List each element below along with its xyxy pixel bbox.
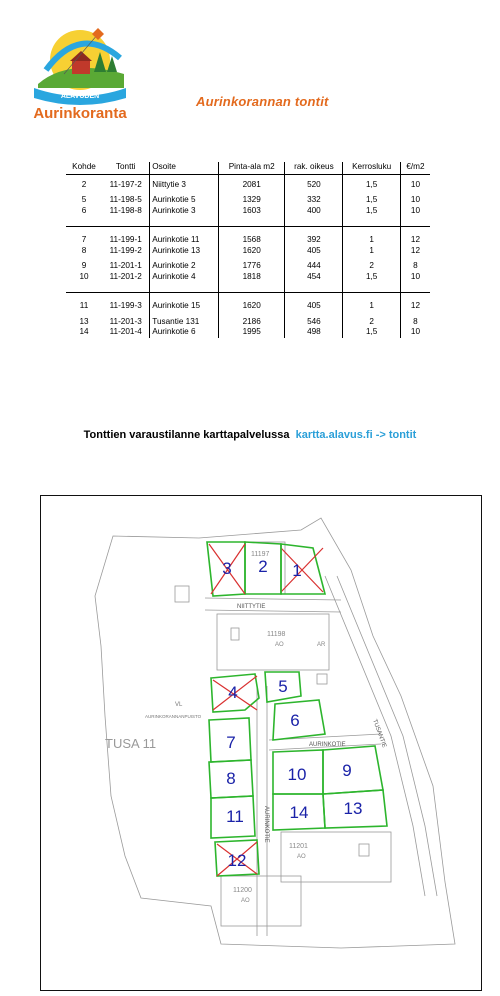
block-11197-label: 11197 [251,551,270,558]
cell-osoite: Aurinkotie 2 [150,261,219,272]
cell-pinta-ala: 1995 [219,327,285,338]
cell-pinta-ala: 1603 [219,206,285,217]
cell-hinta: 10 [400,195,430,206]
cell-osoite: Aurinkotie 3 [150,206,219,217]
cell-tontti: 11-199-2 [109,245,142,255]
plot-number-label: 1 [292,561,302,580]
cell-kerrosluku: 2 [343,317,400,328]
cell-tontti: 11-199-3 [109,301,142,310]
table-row [66,235,430,246]
cell-tontti: 11-198-5 [109,195,142,204]
table-row [66,206,430,217]
reservation-text: Tonttien varaustilanne karttapalvelussa [83,429,290,441]
cell-kohde: 8 [81,245,87,255]
plot-map [40,495,482,991]
plot-4[interactable] [211,674,259,712]
niittytie-road [205,598,341,612]
table-row [66,317,430,328]
cell-rak-oikeus: 546 [285,317,343,328]
plot-14[interactable] [273,794,325,830]
cell-kerrosluku: 1 [343,235,400,246]
tusa-label: TUSA 11 [105,736,157,751]
cell-kerrosluku: 1 [343,301,400,312]
block-11201-ao-label: AO [297,854,306,860]
cell-osoite: Aurinkotie 5 [150,195,219,206]
area-boundary [95,518,455,948]
tusantie-label: TUSANTIE [371,718,387,749]
cell-kerrosluku: 1,5 [343,327,400,338]
park-name-label: AURINKORANNANPUISTO [145,714,202,719]
cell-kerrosluku: 1 [343,246,400,257]
table-row [66,261,430,272]
cell-kohde: 14 [79,327,89,336]
cell-kerrosluku: 1,5 [343,272,400,283]
plot-13[interactable] [323,790,387,828]
cell-osoite: Aurinkotie 11 [150,235,219,246]
cell-pinta-ala: 1620 [219,301,285,312]
cell-osoite: Aurinkotie 6 [150,327,219,338]
cell-kohde: 5 [81,195,87,204]
cell-osoite: Aurinkotie 13 [150,246,219,257]
cell-tontti: 11-201-4 [109,327,142,336]
cell-osoite: Tusantie 131 [150,317,219,328]
cell-pinta-ala: 1329 [219,195,285,206]
table-row [66,195,430,206]
plot-8[interactable] [209,760,253,798]
plots-table [66,162,430,338]
column-header-kerrosluku: Kerrosluku [343,162,400,174]
cell-rak-oikeus: 400 [285,206,343,217]
table-row [66,301,430,312]
cell-tontti: 11-201-2 [109,271,142,281]
block-11198-label: 11198 [267,631,286,638]
cell-tontti: 11-201-1 [109,261,142,270]
cell-pinta-ala: 1568 [219,235,285,246]
plot-number-label: 11 [226,807,244,826]
cell-hinta: 8 [400,261,430,272]
plot-7[interactable] [209,718,251,762]
column-header-rak-oikeus: rak. oikeus [285,162,343,174]
cell-kohde: 6 [81,205,87,215]
cell-hinta: 10 [400,206,430,217]
cell-pinta-ala: 1776 [219,261,285,272]
aurinkotie-label: AURINKOTIE [309,742,346,748]
logo-bottom-text: Aurinkoranta [33,105,127,122]
plot-number-label: 10 [287,765,307,784]
table-row [66,272,430,283]
cell-pinta-ala: 1620 [219,246,285,257]
cell-hinta: 10 [400,327,430,338]
plot-number-label: 3 [222,559,232,578]
plot-number-label: 8 [226,769,236,788]
cell-kerrosluku: 1,5 [343,195,400,206]
cell-hinta: 8 [400,317,430,328]
cell-kohde: 11 [79,301,89,310]
plot-number-label: 5 [278,677,288,696]
plot-1[interactable] [281,544,325,594]
plot-11[interactable] [211,796,255,838]
cell-kohde: 9 [81,261,87,270]
cell-rak-oikeus: 520 [285,180,343,191]
cell-hinta: 10 [400,272,430,283]
cell-rak-oikeus: 498 [285,327,343,338]
cell-kohde: 2 [81,179,87,189]
plot-number-label: 2 [258,557,268,576]
cell-rak-oikeus: 392 [285,235,343,246]
column-header-kohde: Kohde [66,162,102,174]
cell-tontti: 11-198-8 [109,205,142,215]
column-header-tontti: Tontti [102,162,150,174]
plots-layer [207,542,387,876]
cell-tontti: 11-201-3 [109,316,142,326]
logo-top-text: ALAVUDEN [60,93,100,100]
building [359,844,369,856]
aurinkotie-vertical-label: AURINKOTIE [263,806,269,843]
cell-pinta-ala: 2186 [219,317,285,328]
cell-pinta-ala: 1818 [219,272,285,283]
cell-kohde: 7 [81,235,87,244]
cell-osoite: Niittytie 3 [150,180,219,191]
plot-number-label: 12 [227,851,247,870]
plot-number-label: 4 [228,683,238,702]
logo-house [72,60,90,74]
aurinkoranta-logo [28,22,132,126]
page-title: Aurinkorannan tontit [196,94,329,109]
plot-10[interactable] [273,750,323,794]
cell-osoite: Aurinkotie 4 [150,272,219,283]
building [317,674,327,684]
plot-9[interactable] [323,746,383,794]
plot-12[interactable] [215,840,259,876]
block-11198 [217,614,329,670]
plot-number-label: 9 [342,761,352,780]
map-base-lines [95,518,455,948]
column-header-pinta-ala: Pinta-ala m2 [219,162,285,174]
block-11200 [221,876,301,926]
cell-rak-oikeus: 454 [285,272,343,283]
vl-label: VL [175,702,183,708]
plot-number-label: 13 [343,799,363,818]
block-11201-label: 11201 [289,843,308,850]
plot-outline [323,746,383,794]
table-row [66,246,430,257]
ar-label: AR [317,642,326,648]
cell-rak-oikeus: 405 [285,246,343,257]
plot-6[interactable] [273,700,325,740]
cell-kohde: 10 [79,271,89,281]
cell-hinta: 12 [400,301,430,312]
reservation-status-line [0,429,500,441]
plot-5[interactable] [265,672,301,702]
column-header-osoite: Osoite [150,162,219,174]
block-11200-label: 11200 [233,887,252,894]
table-row [66,327,430,338]
plot-number-label: 6 [290,711,300,730]
cell-tontti: 11-197-2 [109,179,142,189]
niittytie-label: NIITTYTIE [237,604,266,610]
cell-hinta: 10 [400,180,430,191]
plot-number-label: 14 [289,803,309,822]
cell-hinta: 12 [400,246,430,257]
table-header-row [66,162,430,174]
cell-osoite: Aurinkotie 15 [150,301,219,312]
cell-rak-oikeus: 444 [285,261,343,272]
cell-kerrosluku: 1,5 [343,180,400,191]
cell-kerrosluku: 1,5 [343,206,400,217]
cell-kohde: 13 [79,316,89,326]
cell-hinta: 12 [400,235,430,246]
cell-rak-oikeus: 332 [285,195,343,206]
table-row [66,180,430,191]
plot-map-drawing [41,496,481,990]
cell-rak-oikeus: 405 [285,301,343,312]
plot-number-label: 7 [226,733,236,752]
block-11198-ao-label: AO [275,642,284,648]
cell-kerrosluku: 2 [343,261,400,272]
building [175,586,189,602]
column-header-hinta: €/m2 [400,162,430,174]
plot-3[interactable] [207,542,245,596]
cell-pinta-ala: 2081 [219,180,285,191]
building [231,628,239,640]
plot-2[interactable] [245,542,281,594]
map-service-link[interactable]: kartta.alavus.fi -> tontit [295,429,417,441]
block-11200-ao-label: AO [241,898,250,904]
cell-tontti: 11-199-1 [109,235,142,244]
